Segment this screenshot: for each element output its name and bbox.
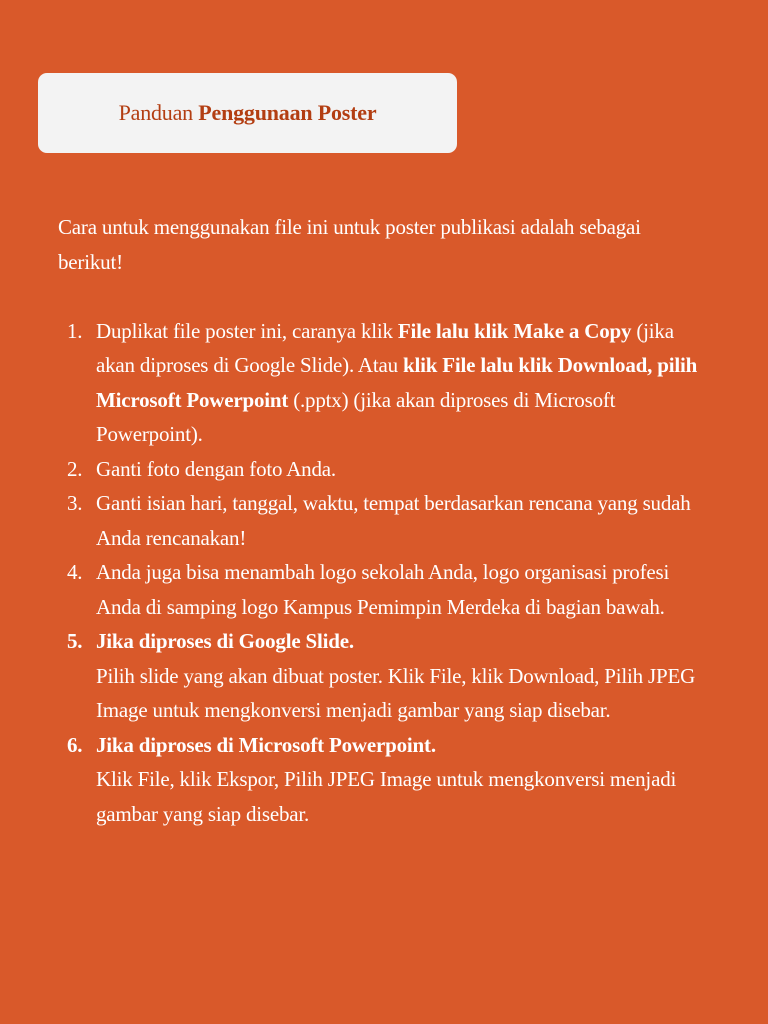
step-4	[58, 555, 708, 624]
step-number: 5.	[67, 629, 83, 653]
title-prefix: Panduan	[118, 100, 193, 125]
step-number: 1.	[67, 318, 83, 343]
step-2	[58, 452, 708, 487]
step-text: Duplikat file poster ini, caranya klik	[96, 318, 398, 343]
step-heading: Jika diproses di Google Slide.	[96, 629, 354, 653]
intro-text: Cara untuk menggunakan file ini untuk poster publikasi adalah sebagai berikut!	[58, 215, 641, 274]
step-text: Pilih slide yang akan dibuat poster. Klik File, klik Download, Pilih JPEG Image untuk mengkonversi menjadi gambar yang siap disebar.	[96, 663, 696, 722]
step-number: 4.	[67, 560, 83, 584]
step-number: 3.	[67, 491, 83, 515]
step-emphasis: klik File lalu klik Download, pilih Microsoft Powerpoint	[96, 353, 698, 412]
step-text: Klik File, klik Ekspor, Pilih JPEG Image untuk mengkonversi menjadi gambar yang siap disebar.	[96, 767, 677, 826]
steps-list	[58, 314, 708, 832]
page-title	[119, 100, 377, 126]
title-emphasis: Penggunaan Poster	[198, 100, 377, 125]
step-emphasis: File lalu klik Make a Copy	[397, 318, 632, 343]
step-3	[58, 486, 708, 555]
step-text: Ganti foto dengan foto Anda.	[96, 456, 336, 481]
step-6	[58, 728, 708, 832]
step-text: (.pptx) (jika akan diproses di Microsoft Powerpoint).	[96, 387, 616, 446]
step-text: Ganti isian hari, tanggal, waktu, tempat berdasarkan rencana yang sudah Anda rencanakan!	[96, 491, 691, 550]
step-5	[58, 624, 708, 728]
step-1	[58, 314, 708, 452]
guide-content	[58, 210, 708, 831]
step-number: 2.	[67, 456, 83, 481]
step-number: 6.	[67, 732, 83, 757]
step-text: Anda juga bisa menambah logo sekolah Anda, logo organisasi profesi Anda di samping logo Kampus Pemimpin Merdeka di bagian bawah.	[96, 560, 670, 619]
title-box	[38, 73, 457, 153]
step-text: (jika akan diproses di Google Slide). Atau	[96, 318, 674, 377]
step-heading: Jika diproses di Microsoft Powerpoint.	[96, 732, 436, 757]
